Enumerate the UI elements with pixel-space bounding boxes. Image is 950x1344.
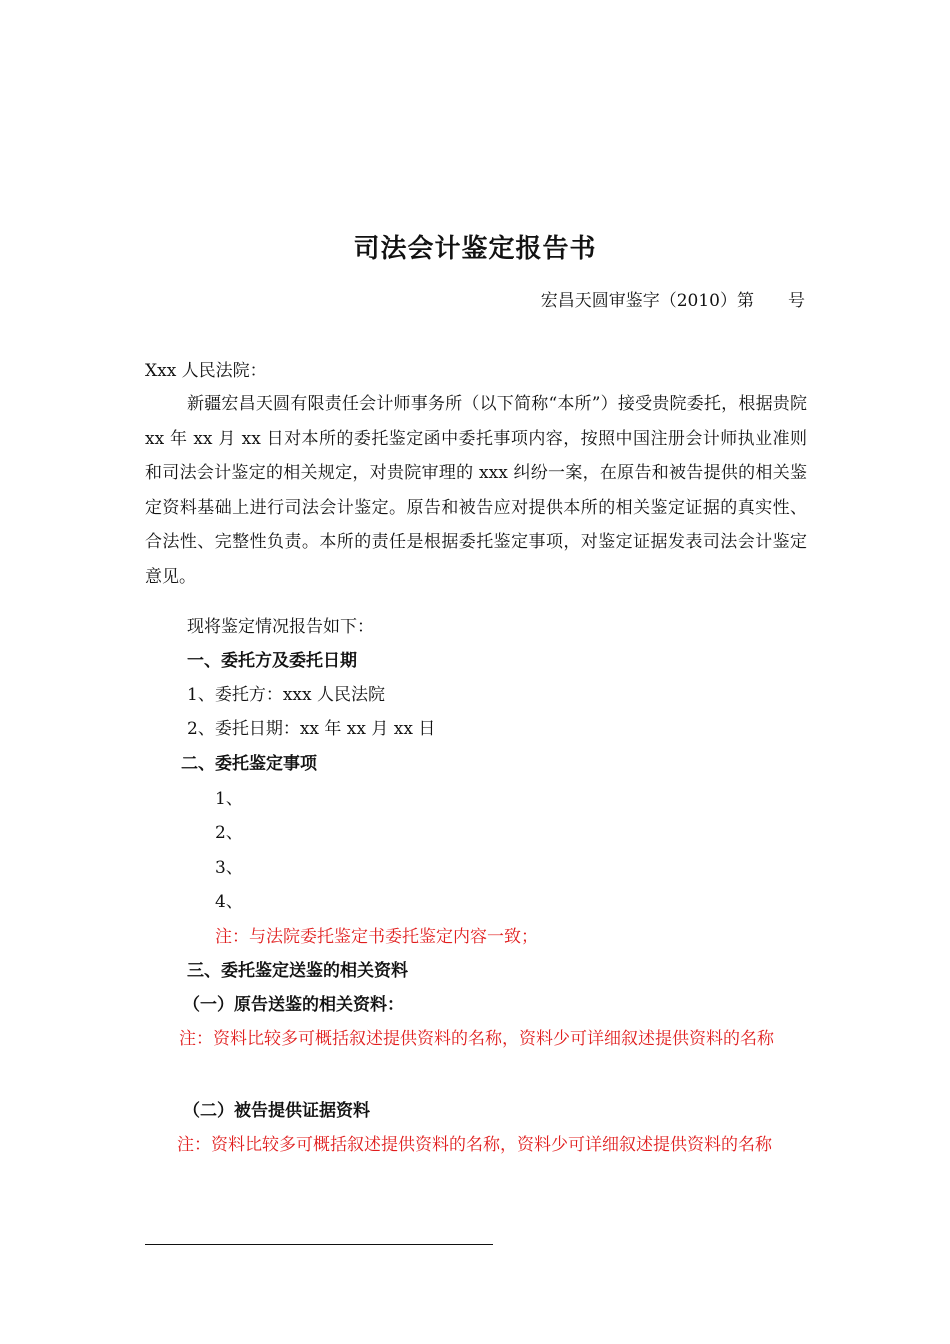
intro-paragraph: 新疆宏昌天圆有限责任会计师事务所（以下简称“本所”）接受贵院委托，根据贵院 xx 年 xx 月 xx 日对本所的委托鉴定函中委托事项内容，按照中国注册会计师执业准则和司法会计鉴定的相关规定，对贵院审理的 xxx 纠纷一案，在原告和被告提供的相关鉴定资料基础上进行司法会计鉴定。原告和被告应对提供本所的相关鉴定证据的真实性、合法性、完整性负责。本所的责任是根据委托鉴定事项，对鉴定证据发表司法会计鉴定意见。: [145, 394, 807, 587]
section3-heading: 三、委托鉴定送鉴的相关资料: [187, 961, 408, 981]
section2-item: 2、: [215, 823, 243, 843]
section2-heading: 二、委托鉴定事项: [181, 754, 317, 774]
section2-item: 4、: [215, 892, 243, 912]
section2-item: 3、: [215, 858, 243, 878]
document-title: 司法会计鉴定报告书: [353, 234, 597, 264]
section1-item-date: 2、委托日期：xx 年 xx 月 xx 日: [187, 719, 436, 739]
section3-sub2-heading: （二）被告提供证据资料: [183, 1101, 370, 1121]
section3-sub1-heading: （一）原告送鉴的相关资料：: [183, 995, 404, 1015]
addressee: Xxx 人民法院：: [145, 361, 267, 381]
report-intro: 现将鉴定情况报告如下：: [187, 617, 374, 637]
footnote-separator: [145, 1244, 493, 1245]
document-number: 宏昌天圆审鉴字（2010）第 号: [540, 291, 805, 311]
section1-heading: 一、委托方及委托日期: [187, 651, 357, 671]
section2-note: 注：与法院委托鉴定书委托鉴定内容一致；: [215, 927, 538, 947]
section3-sub2-note: 注：资料比较多可概括叙述提供资料的名称，资料少可详细叙述提供资料的名称: [177, 1135, 772, 1155]
section3-sub1-note: 注：资料比较多可概括叙述提供资料的名称，资料少可详细叙述提供资料的名称: [179, 1029, 774, 1049]
section2-item: 1、: [215, 789, 243, 809]
section1-item-client: 1、委托方：xxx 人民法院: [187, 685, 385, 705]
